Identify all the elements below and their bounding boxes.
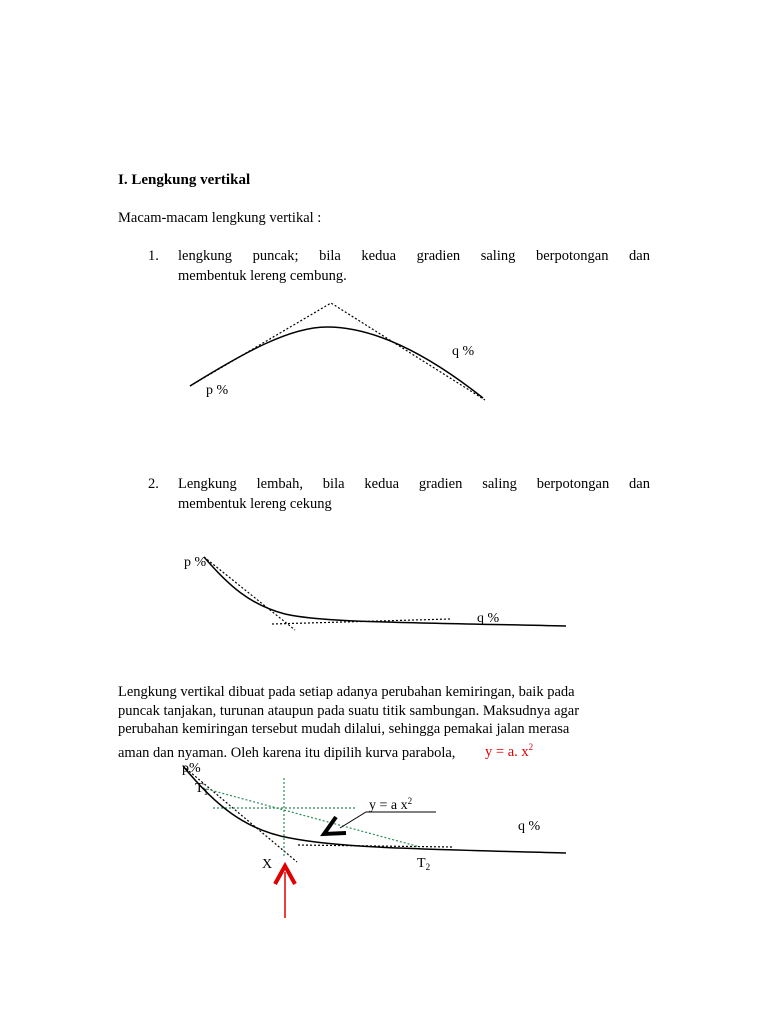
list-number: 1. — [148, 248, 159, 264]
paragraph-line: perubahan kemiringan tersebut mudah dilalui, sehingga pemakai jalan merasa — [118, 721, 570, 737]
list-text-line: lengkung puncak; bila kedua gradien saling berpotongan dan — [178, 248, 650, 264]
intro-text: Macam-macam lengkung vertikal : — [118, 210, 322, 226]
paragraph-line: puncak tanjakan, turunan ataupun pada suatu titik sambungan. Maksudnya agar — [118, 702, 580, 719]
formula-leader-line — [340, 812, 436, 828]
formula-label: y = a $x^2$ — [369, 796, 413, 813]
q-percent-label: q % — [518, 819, 541, 834]
formula-text: y = a. x — [485, 744, 529, 761]
formula-exponent: 2 — [528, 742, 534, 753]
list-number: 2. — [148, 476, 159, 492]
paragraph-line-text: aman dan nyaman. Oleh karena itu dipilih kurva parabola, — [118, 744, 456, 761]
x-label: X — [262, 857, 273, 872]
list-text-line: membentuk lereng cembung. — [178, 268, 347, 284]
t2-label: $T_2$ — [417, 856, 431, 872]
q-percent-label: q % — [452, 344, 475, 359]
paragraph-line: Lengkung vertikal dibuat pada setiap adanya perubahan kemiringan, baik pada — [118, 684, 575, 700]
t1-label: $T_1$ — [195, 781, 209, 797]
section-title: I. Lengkung vertikal — [118, 172, 251, 188]
p-percent-label: p % — [206, 383, 229, 398]
p-percent-label: p% — [182, 761, 201, 776]
list-text-line: membentuk lereng cekung — [178, 496, 332, 512]
p-percent-label: p % — [184, 555, 207, 570]
q-percent-label: q % — [477, 611, 500, 626]
list-text-line: Lengkung lembah, bila kedua gradien saling berpotongan dan — [178, 476, 650, 492]
chord-line — [203, 788, 420, 847]
